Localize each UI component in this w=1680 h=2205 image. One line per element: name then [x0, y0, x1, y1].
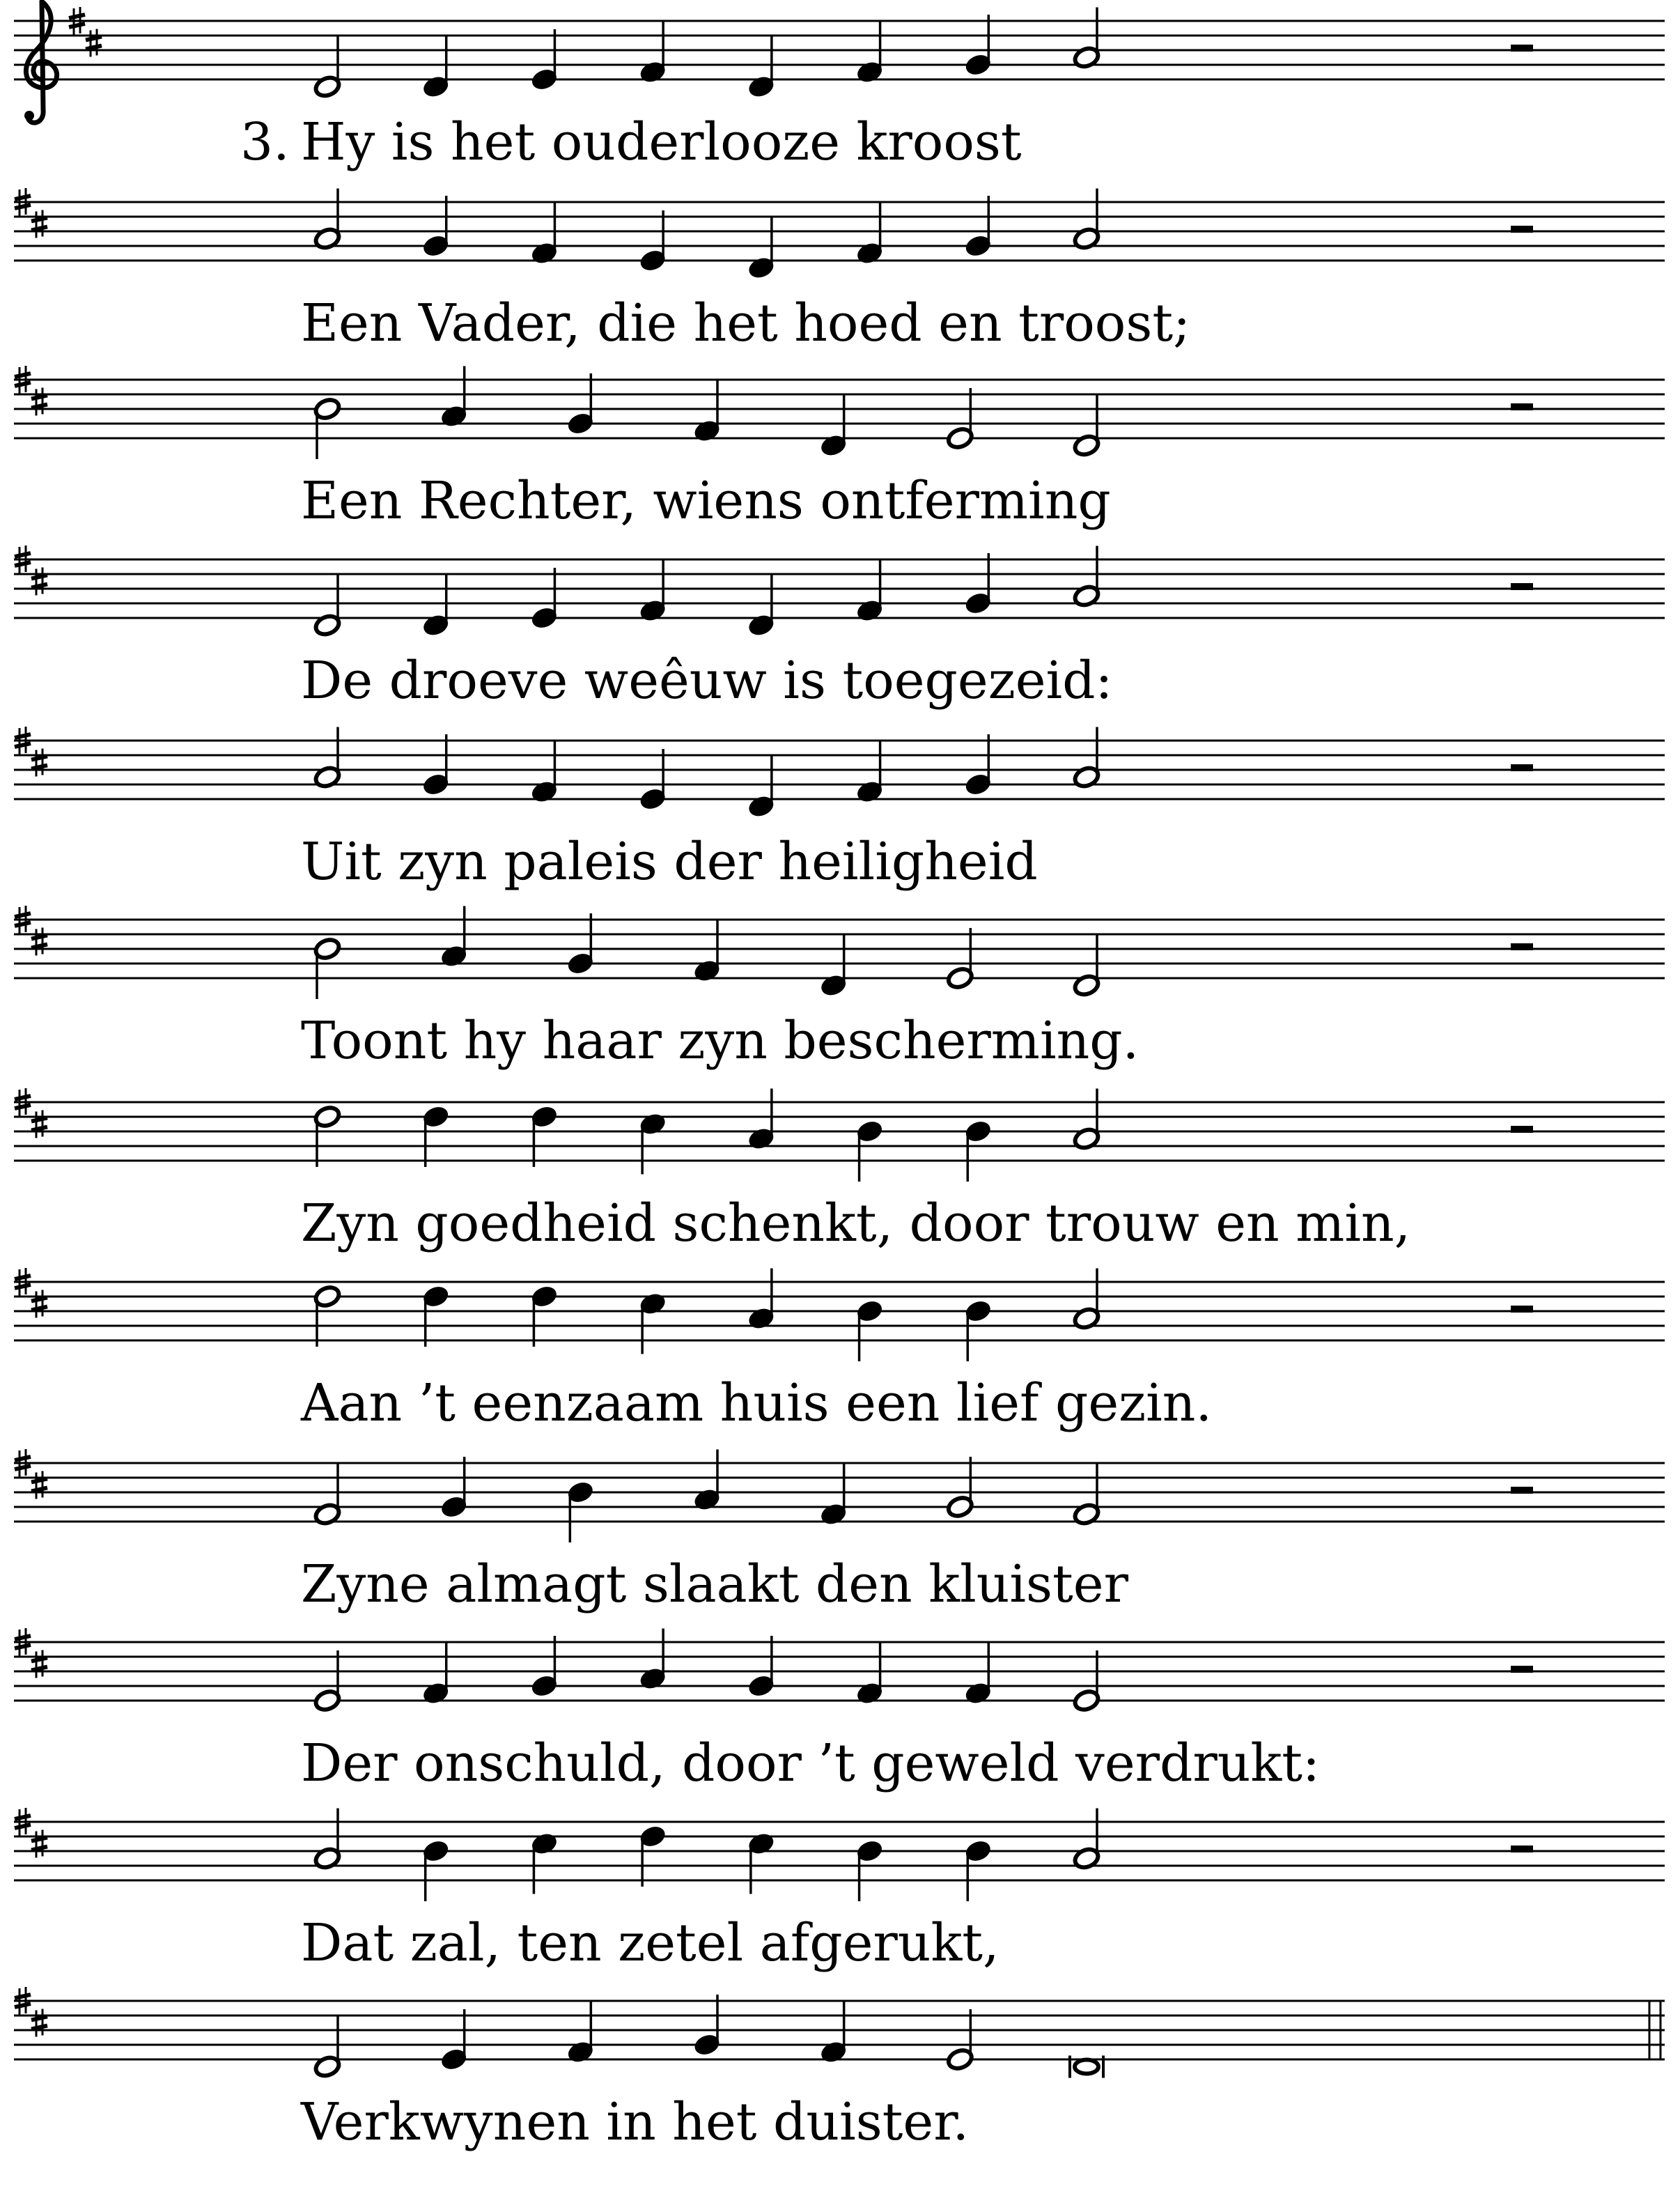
- staff-system: [14, 1987, 1665, 2152]
- note: [693, 921, 722, 983]
- note: [1073, 1464, 1101, 1526]
- staff-system: [14, 727, 1665, 892]
- note: [566, 373, 595, 435]
- note: [440, 366, 468, 428]
- note: [313, 37, 342, 99]
- sharp-icon: [31, 1830, 47, 1858]
- note: [855, 1120, 884, 1182]
- note: [530, 1636, 559, 1698]
- note: [964, 1299, 993, 1361]
- note: [421, 37, 450, 99]
- note: [819, 936, 848, 998]
- note: [421, 1839, 450, 1901]
- sharp-icon: [31, 568, 47, 596]
- note: [747, 1636, 776, 1698]
- lyric-line: Aan ’t eenzaam huis een lief gezin.: [301, 1373, 1212, 1433]
- sharp-icon: [31, 749, 47, 777]
- note: [1073, 1269, 1101, 1331]
- note: [421, 1643, 450, 1705]
- note: [313, 575, 342, 637]
- note: [964, 1120, 993, 1182]
- staff-systems: [14, 1, 1665, 2152]
- note: [693, 1995, 722, 2057]
- note: [747, 218, 776, 280]
- note: [421, 575, 450, 637]
- note: [530, 203, 559, 265]
- note: [1073, 546, 1101, 608]
- sharp-icon: [31, 210, 47, 238]
- stanza-number: 3.: [240, 112, 290, 172]
- half-rest-icon: [1511, 1846, 1533, 1852]
- lyric-line: Der onschuld, door ’t geweld verdrukt:: [301, 1733, 1320, 1793]
- note: [693, 1450, 722, 1512]
- staff-system: [14, 188, 1665, 353]
- note: [964, 1643, 993, 1705]
- note: [747, 757, 776, 819]
- note: [855, 1839, 884, 1901]
- note: [530, 1105, 559, 1167]
- note: [1073, 1809, 1101, 1871]
- staff-system: [14, 546, 1665, 711]
- note: [819, 396, 848, 458]
- sharp-icon: [31, 1290, 47, 1318]
- note: [964, 15, 993, 77]
- note: [421, 196, 450, 258]
- sharp-icon: [31, 1650, 47, 1678]
- sharp-icon: [86, 29, 102, 57]
- half-rest-icon: [1511, 1126, 1533, 1133]
- half-rest-icon: [1511, 1487, 1533, 1494]
- lyric-line: Een Vader, die het hoed en troost;: [301, 293, 1191, 353]
- note: [639, 1112, 667, 1174]
- note: [421, 1285, 450, 1347]
- note: [639, 1825, 667, 1887]
- note: [421, 1105, 450, 1167]
- treble-clef-dot: [24, 111, 34, 121]
- note: [819, 1464, 848, 1526]
- note: [530, 29, 559, 91]
- half-rest-icon: [1511, 764, 1533, 771]
- staff-system: [14, 1808, 1665, 1973]
- sharp-icon: [31, 2009, 47, 2037]
- note: [566, 913, 595, 975]
- note: [964, 1839, 993, 1901]
- lyric-line: Zyne almagt slaakt den kluister: [301, 1554, 1128, 1614]
- note: [946, 1457, 974, 1519]
- note: [946, 2009, 974, 2071]
- note: [313, 937, 342, 999]
- note: [1073, 1089, 1101, 1151]
- note: [639, 210, 667, 272]
- note: [530, 1285, 559, 1347]
- note: [530, 742, 559, 804]
- note: [747, 1089, 776, 1151]
- note: [747, 575, 776, 637]
- note: [639, 22, 667, 84]
- note: [566, 2002, 595, 2064]
- lyric-line: Verkwynen in het duister.: [301, 2092, 969, 2152]
- note: [1073, 8, 1101, 70]
- note: [566, 1480, 595, 1542]
- note: [530, 568, 559, 630]
- note: [747, 37, 776, 99]
- note: [1073, 396, 1101, 458]
- sharp-icon: [31, 1111, 47, 1138]
- note: [313, 1809, 342, 1871]
- note: [747, 1832, 776, 1894]
- lyric-line: Toont hy haar zyn bescherming.: [301, 1011, 1140, 1071]
- half-rest-icon: [1511, 45, 1533, 52]
- note: [421, 734, 450, 796]
- half-rest-icon: [1511, 1306, 1533, 1313]
- lyric-line: Uit zyn paleis der heiligheid: [301, 832, 1038, 892]
- note: [530, 1832, 559, 1894]
- note: [639, 1629, 667, 1691]
- lyric-line: Hy is het ouderlooze kroost: [301, 112, 1022, 172]
- note: [1073, 1650, 1101, 1712]
- lyric-line: De droeve weêuw is toegezeid:: [301, 651, 1113, 711]
- note: [639, 1292, 667, 1354]
- half-rest-icon: [1511, 226, 1533, 233]
- note: [855, 22, 884, 84]
- note: [946, 928, 974, 990]
- note: [819, 2002, 848, 2064]
- note: [1073, 189, 1101, 251]
- note: [855, 561, 884, 623]
- treble-clef-icon: [26, 1, 56, 123]
- staff-system: [14, 1449, 1665, 1614]
- note: [440, 2009, 468, 2071]
- lyric-line: Dat zal, ten zetel afgerukt,: [301, 1913, 1000, 1973]
- half-rest-icon: [1511, 403, 1533, 410]
- sharp-icon: [31, 928, 47, 956]
- note: [946, 388, 974, 450]
- lyric-line: Een Rechter, wiens ontferming: [301, 471, 1111, 531]
- note: [313, 727, 342, 789]
- note: [639, 749, 667, 811]
- note: [964, 553, 993, 615]
- note: [1073, 936, 1101, 998]
- note: [313, 1105, 342, 1167]
- staff-system: [14, 366, 1665, 531]
- note: [1073, 727, 1101, 789]
- lyric-line: Zyn goedheid schenkt, door trouw en min,: [301, 1193, 1411, 1253]
- half-rest-icon: [1511, 1666, 1533, 1673]
- note: [313, 1464, 342, 1526]
- staff-system: [14, 1628, 1665, 1793]
- note: [693, 381, 722, 443]
- note: [855, 203, 884, 265]
- note: [747, 1269, 776, 1331]
- note: [855, 1299, 884, 1361]
- note: [964, 196, 993, 258]
- staff-system: [14, 906, 1665, 1071]
- note: [964, 734, 993, 796]
- note: [313, 1285, 342, 1347]
- note: [313, 1650, 342, 1712]
- sharp-icon: [31, 1471, 47, 1499]
- note: [313, 2017, 342, 2079]
- staff-system: [14, 1268, 1665, 1433]
- note: [855, 742, 884, 804]
- staff-system: [14, 1088, 1665, 1253]
- half-rest-icon: [1511, 943, 1533, 950]
- sharp-icon: [31, 388, 47, 416]
- half-rest-icon: [1511, 583, 1533, 590]
- note: [440, 906, 468, 968]
- note: [855, 1643, 884, 1705]
- note: [313, 397, 342, 459]
- note: [313, 189, 342, 251]
- note: [440, 1457, 468, 1519]
- note: [639, 561, 667, 623]
